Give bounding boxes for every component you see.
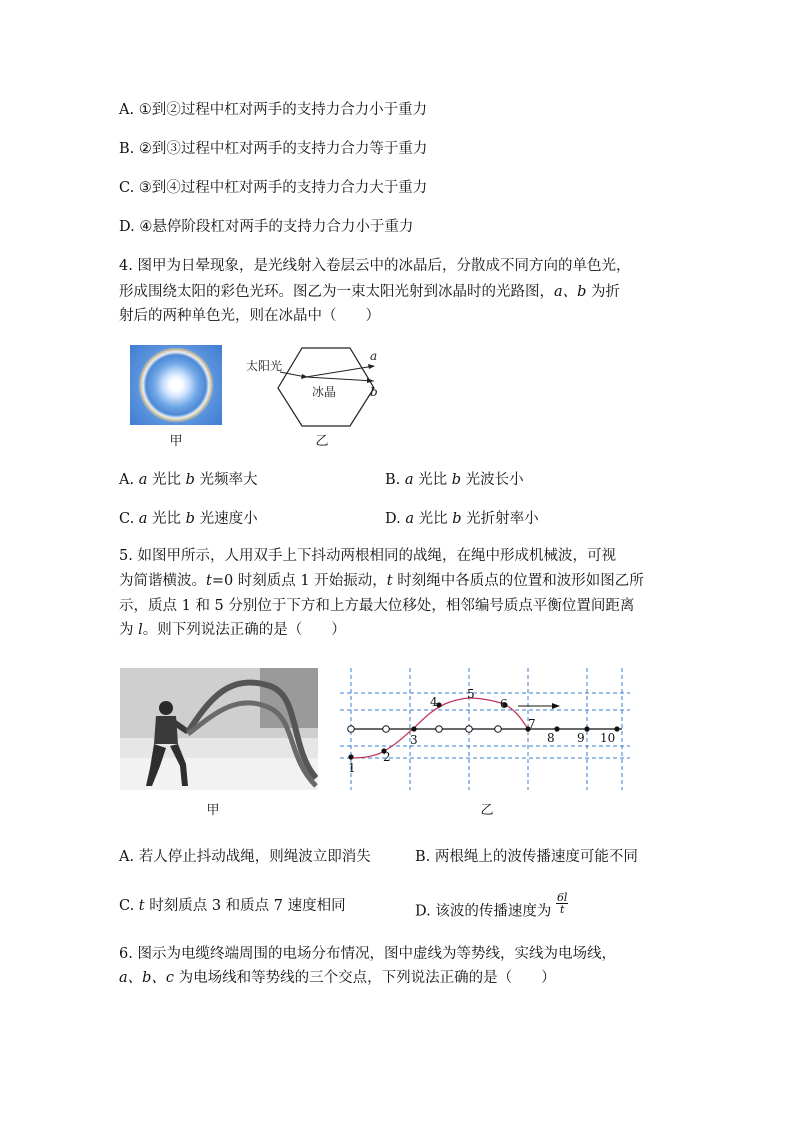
wave-diagram — [340, 668, 632, 794]
point-10-label: 10 — [600, 731, 616, 745]
q5-fig-jia-caption: 甲 — [206, 803, 220, 818]
point-4-label: 4 — [430, 695, 438, 709]
q6-stem-line2: a、b、c 为电场线和等势线的三个交点，下列说法正确的是（ ） — [119, 970, 556, 986]
ice-crystal-diagram — [242, 344, 392, 428]
q3-option-c: C. ③到④过程中杠对两手的支持力合力大于重力 — [119, 180, 428, 196]
q5-stem-line3: 示，质点 1 和 5 分别位于下方和上方最大位移处，相邻编号质点平衡位置间距离 — [119, 598, 635, 614]
crystal-label: 冰晶 — [312, 385, 337, 399]
q6-stem-line1: 6. 图示为电缆终端周围的电场分布情况，图中虚线为等势线，实线为电场线， — [119, 946, 616, 962]
q4-stem-line3: 射后的两种单色光，则在冰晶中（ ） — [119, 308, 380, 324]
q4-stem-line2: 形成围绕太阳的彩色光环。图乙为一束太阳光射到冰晶时的光路图，a、b 为折 — [119, 284, 621, 300]
halo-photo — [130, 345, 222, 425]
point-2-label: 2 — [383, 750, 391, 764]
q4-stem-line1: 4. 图甲为日晕现象，是光线射入卷层云中的冰晶后，分散成不同方向的单色光， — [119, 258, 631, 274]
point-1-label: 1 — [348, 761, 356, 775]
q4-fig-yi-caption: 乙 — [315, 434, 329, 449]
q5-fig-yi-caption: 乙 — [480, 803, 494, 818]
point-8-label: 8 — [547, 731, 555, 745]
q3-option-a: A. ①到②过程中杠对两手的支持力合力小于重力 — [119, 102, 428, 118]
sunlight-label: 太阳光 — [246, 359, 283, 373]
q3-option-d: D. ④悬停阶段杠对两手的支持力合力小于重力 — [119, 219, 414, 235]
q4-fig-jia-caption: 甲 — [169, 434, 183, 449]
q5-option-d: D. 该波的传播速度为 $\frac{6l}{t}$ — [415, 891, 568, 920]
point-5-label: 5 — [467, 687, 475, 701]
battle-rope-photo — [120, 668, 318, 790]
q4-option-c: C. a 光比 b 光速度小 — [119, 511, 258, 527]
velocity-fraction: $\frac{6l}{t}$ — [556, 891, 568, 916]
ray-a-label: a — [370, 349, 378, 363]
q5-option-a: A. 若人停止抖动战绳，则绳波立即消失 — [119, 849, 371, 865]
q4-option-b: B. a 光比 b 光波长小 — [385, 472, 524, 488]
point-6-label: 6 — [500, 697, 508, 711]
q5-option-c: C. t 时刻质点 3 和质点 7 速度相同 — [119, 898, 346, 914]
q3-option-b: B. ②到③过程中杠对两手的支持力合力等于重力 — [119, 141, 428, 157]
point-7-label: 7 — [528, 717, 536, 731]
point-3-label: 3 — [410, 733, 418, 747]
q5-stem-line4: 为 l。则下列说法正确的是（ ） — [119, 622, 346, 638]
q5-stem-line2: 为简谐横波。t=0 时刻质点 1 开始振动，t 时刻绳中各质点的位置和波形如图乙所 — [119, 573, 644, 589]
q4-option-a: A. a 光比 b 光频率大 — [119, 472, 258, 488]
q4-option-d: D. a 光比 b 光折射率小 — [385, 511, 539, 527]
ray-b-label: b — [370, 385, 378, 399]
q5-stem-line1: 5. 如图甲所示，人用双手上下抖动两根相同的战绳，在绳中形成机械波，可视 — [119, 548, 616, 564]
point-9-label: 9 — [577, 731, 585, 745]
q5-option-b: B. 两根绳上的波传播速度可能不同 — [415, 849, 638, 865]
